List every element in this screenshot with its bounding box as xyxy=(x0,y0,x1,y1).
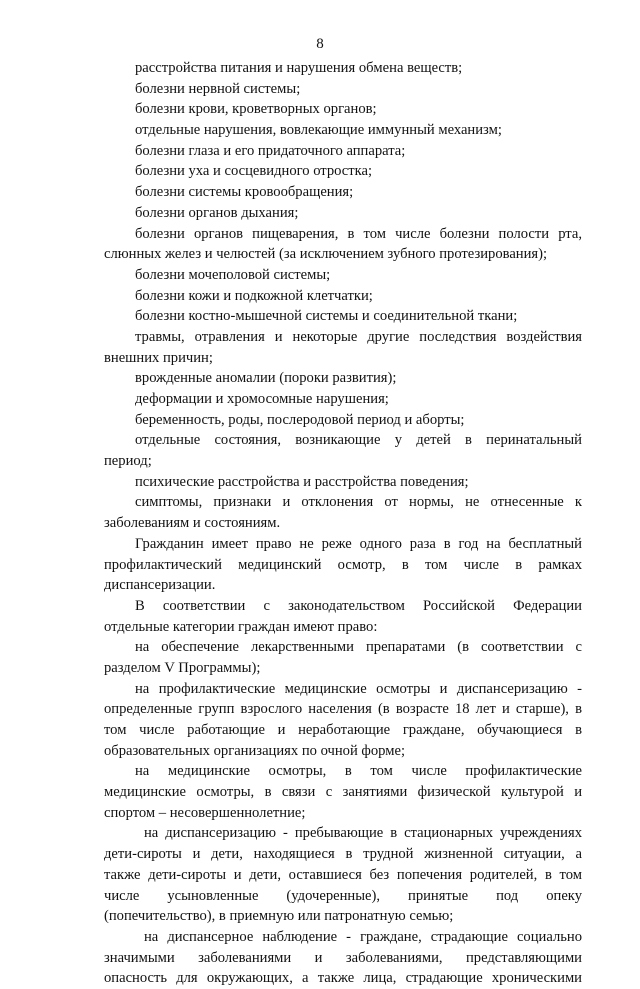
text-line: том числе работающие и неработающие граждане, обучающиеся в xyxy=(104,722,582,738)
text-line: болезни глаза и его придаточного аппарата; xyxy=(135,142,406,159)
text-line: опасность для окружающих, а также лица, страдающие хроническими xyxy=(104,970,582,987)
text-line: болезни костно-мышечной системы и соединительной ткани; xyxy=(135,308,518,325)
text-line: расстройства питания и нарушения обмена веществ; xyxy=(135,60,463,76)
text-line: заболеваниям и состояниям. xyxy=(104,515,281,532)
text-line: профилактический медицинский осмотр, в том числе в рамках xyxy=(104,556,582,573)
text-line: болезни кожи и подкожной клетчатки; xyxy=(135,287,373,304)
text-line: медицинские осмотры, в связи с занятиями физической культурой и xyxy=(104,784,582,801)
text-line: также дети-сироты и дети, оставшиеся без попечения родителей, в том xyxy=(104,866,582,883)
text-line: болезни уха и сосцевидного отростка; xyxy=(135,163,373,180)
text-line: диспансеризации. xyxy=(104,577,216,594)
text-line: (попечительство), в приемную или патронатную семью; xyxy=(104,908,454,925)
text-line: числе усыновленные (удочеренные), принятые под опеку xyxy=(104,887,582,904)
text-line: определенные групп взрослого населения (в возрасте 18 лет и старше), в xyxy=(104,701,582,718)
text-line: слюнных желез и челюстей (за исключением зубного протезирования); xyxy=(104,246,548,263)
text-line: беременность, роды, послеродовой период и аборты; xyxy=(135,411,465,428)
text-line: дети-сироты и дети, находящиеся в трудной жизненной ситуации, а xyxy=(104,846,582,863)
text-line: деформации и хромосомные нарушения; xyxy=(135,391,389,407)
text-line: отдельные категории граждан имеют право: xyxy=(104,618,378,635)
text-line: психические расстройства и расстройства поведения; xyxy=(135,473,469,490)
text-line: разделом V Программы); xyxy=(104,659,261,676)
page-number: 8 xyxy=(316,36,324,52)
text-line: на диспансерное наблюдение - граждане, страдающие социально xyxy=(144,928,582,945)
text-line: болезни мочеполовой системы; xyxy=(135,266,331,283)
text-line: на обеспечение лекарственными препаратами (в соответствии с xyxy=(135,639,582,656)
text-line: болезни органов пищеварения, в том числе болезни полости рта, xyxy=(135,225,582,242)
text-line: болезни нервной системы; xyxy=(135,80,301,97)
text-line: спортом – несовершеннолетние; xyxy=(104,804,306,821)
text-line: отдельные состояния, возникающие у детей в перинатальный xyxy=(135,432,582,449)
text-line: на профилактические медицинские осмотры и диспансеризацию - xyxy=(135,680,582,697)
text-line: болезни крови, кроветворных органов; xyxy=(135,101,377,118)
text-line: на медицинские осмотры, в том числе профилактические xyxy=(135,763,582,780)
text-line: период; xyxy=(104,453,152,470)
text-line: симптомы, признаки и отклонения от нормы, не отнесенные к xyxy=(135,494,582,511)
text-line: болезни системы кровообращения; xyxy=(135,184,354,201)
text-line: В соответствии с законодательством Российской Федерации xyxy=(135,597,582,614)
text-line: значимыми заболеваниями и заболеваниями, представляющими xyxy=(104,949,582,966)
text-line: внешних причин; xyxy=(104,349,213,366)
body-text xyxy=(104,58,582,989)
text-line: Гражданин имеет право не реже одного раза в год на бесплатный xyxy=(135,535,582,552)
text-line: травмы, отравления и некоторые другие последствия воздействия xyxy=(135,328,582,345)
text-line: болезни органов дыхания; xyxy=(135,204,299,221)
text-line: врожденные аномалии (пороки развития); xyxy=(135,370,397,387)
text-line: на диспансеризацию - пребывающие в стационарных учреждениях xyxy=(144,825,582,842)
text-line: образовательных организациях по очной форме; xyxy=(104,742,405,759)
text-line: отдельные нарушения, вовлекающие иммунный механизм; xyxy=(135,122,502,139)
